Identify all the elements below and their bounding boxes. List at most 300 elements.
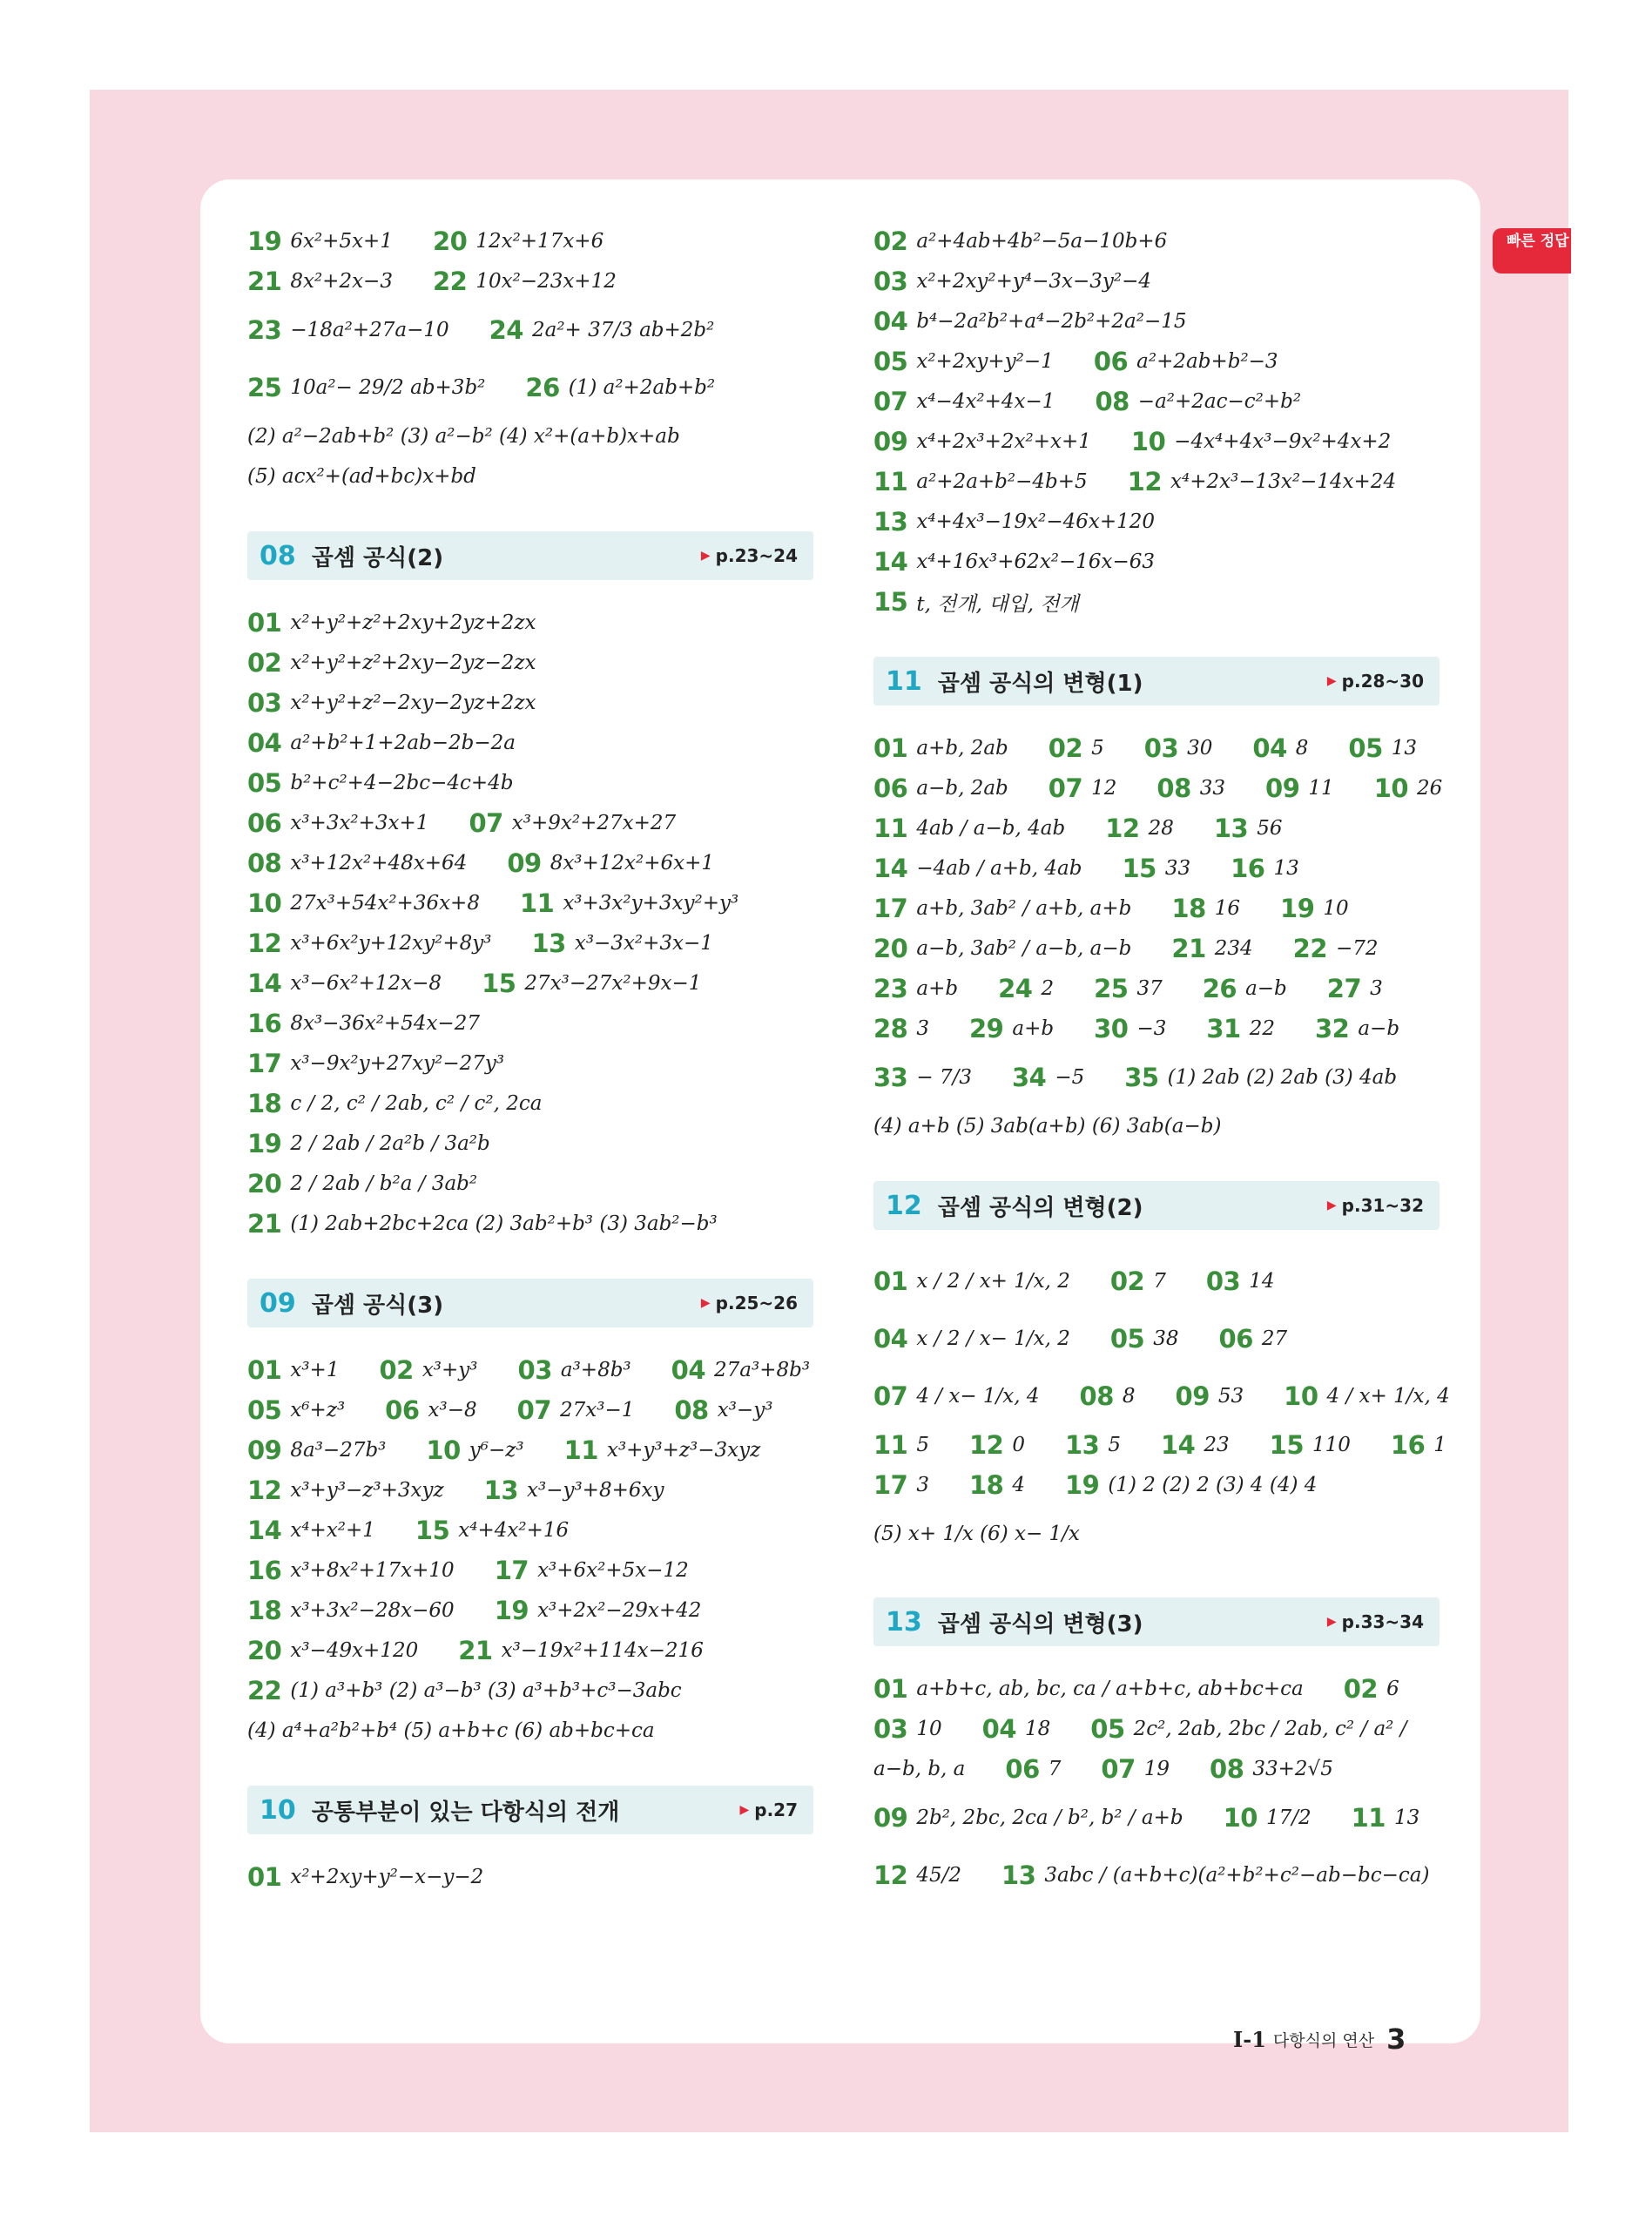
right-intro (873, 221, 1440, 622)
problem-number: 03 (873, 1714, 908, 1744)
answer-item (247, 1129, 490, 1158)
answer-text: 4ab / a−b, 4ab (916, 817, 1066, 840)
answer-item (247, 808, 428, 838)
answer-item (1124, 1063, 1397, 1092)
problem-number: 09 (873, 427, 908, 456)
answer-text: −5 (1055, 1066, 1085, 1089)
answer-line (873, 502, 1440, 542)
problem-number: 01 (873, 1674, 908, 1704)
answer-line (247, 416, 813, 456)
answer-text: 2 (1041, 977, 1055, 1000)
answer-item (1065, 1430, 1121, 1460)
answer-item (873, 467, 1088, 496)
answer-text: 27 (1261, 1327, 1288, 1350)
answer-text: b⁴−2a²b²+a⁴−2b²+2a²−15 (916, 310, 1187, 333)
answer-text: 33 (1199, 777, 1226, 800)
answer-item (1161, 1430, 1230, 1460)
answer-item (458, 1636, 704, 1665)
triangle-icon: ▶ (1326, 1615, 1337, 1629)
section-08-answers (247, 603, 813, 1244)
answer-text: 4 / x− 1/x, 4 (916, 1385, 1040, 1408)
problem-number: 14 (873, 547, 908, 577)
answer-item (1080, 1381, 1136, 1411)
answer-text: x / 2 / x+ 1/x, 2 (916, 1270, 1070, 1293)
answer-item (531, 929, 712, 958)
problem-number: 30 (1094, 1014, 1129, 1043)
answer-text: x²+2xy²+y⁴−3x−3y²−4 (916, 270, 1152, 293)
problem-number: 12 (1105, 814, 1140, 843)
problem-number: 06 (247, 808, 282, 838)
problem-number: 34 (1011, 1063, 1047, 1092)
answer-text: x³−y³+8+6xy (527, 1479, 664, 1502)
problem-number: 07 (873, 1381, 908, 1411)
answer-text: 2 / 2ab / 2a²b / 3a²b (290, 1132, 490, 1155)
answer-line (873, 929, 1440, 969)
answer-text: 17/2 (1265, 1806, 1311, 1829)
problem-number: 08 (1079, 1381, 1114, 1411)
answer-item (873, 547, 1155, 577)
problem-number: 32 (1314, 1014, 1350, 1043)
answer-line (247, 1003, 813, 1043)
problem-number: 19 (247, 226, 282, 256)
answer-item (247, 226, 393, 256)
answer-line (247, 1390, 813, 1430)
answer-line (247, 359, 813, 416)
answer-text: 2c², 2ab, 2bc / 2ab, c² / a² / (1133, 1718, 1407, 1740)
answer-line (247, 883, 813, 923)
answer-item (247, 1395, 345, 1425)
answer-item (247, 1435, 386, 1465)
problem-number: 05 (1090, 1714, 1125, 1744)
problem-number: 22 (247, 1676, 282, 1705)
answer-line (247, 963, 813, 1003)
answer-line (873, 848, 1440, 888)
problem-number: 18 (969, 1470, 1004, 1500)
answer-line (873, 1253, 1440, 1310)
problem-number: 22 (1292, 934, 1328, 963)
answer-item (1101, 1754, 1170, 1784)
answer-line (873, 422, 1440, 462)
answer-text: x / 2 / x− 1/x, 2 (916, 1327, 1070, 1350)
problem-number: 02 (1109, 1266, 1145, 1296)
problem-number: 07 (1048, 773, 1083, 803)
problem-number: 10 (247, 888, 282, 918)
answer-line (873, 1789, 1440, 1847)
answer-item (247, 1089, 542, 1118)
answer-item (873, 1381, 1040, 1411)
section-10-answers (247, 1857, 813, 1897)
problem-number: 06 (1005, 1754, 1040, 1784)
problem-number: 01 (247, 1862, 282, 1892)
problem-number: 12 (873, 1860, 908, 1890)
section-09-answers (247, 1350, 813, 1751)
problem-number: 20 (873, 934, 908, 963)
answer-item (969, 1470, 1025, 1500)
answer-line (873, 221, 1440, 261)
section-13-answers (873, 1669, 1440, 1904)
problem-number: 04 (671, 1355, 706, 1385)
answer-text: x³+2x²−29x+42 (537, 1599, 702, 1622)
answer-item (433, 267, 617, 296)
answer-text: 27x³−1 (560, 1399, 635, 1422)
answer-item (873, 1324, 1070, 1354)
problem-number: 01 (873, 1266, 908, 1296)
answer-item (1049, 733, 1104, 763)
answer-item (1110, 1266, 1166, 1296)
answer-line (873, 1669, 1440, 1709)
answer-item (969, 1430, 1025, 1460)
problem-number: 26 (1202, 974, 1237, 1003)
answer-item (247, 373, 485, 402)
answer-text: 8a³−27b³ (290, 1439, 387, 1462)
problem-number: 06 (385, 1395, 420, 1425)
section-12-answers (873, 1253, 1450, 1563)
answer-line (247, 1590, 813, 1631)
answer-item (1094, 1014, 1166, 1043)
answer-text: 8x³+12x²+6x+1 (550, 852, 715, 875)
problem-number: 10 (1284, 1381, 1318, 1411)
answer-item (873, 1860, 961, 1890)
problem-number: 01 (247, 608, 282, 638)
problem-number: 16 (247, 1556, 282, 1585)
answer-text: 28 (1148, 817, 1174, 840)
answer-line (247, 603, 813, 643)
answer-text: 10 (1323, 897, 1349, 920)
answer-line (873, 808, 1440, 848)
answer-text: x³−3x²+3x−1 (574, 932, 713, 955)
section-header-09 (247, 1279, 813, 1327)
answer-item (247, 1209, 718, 1239)
page-number: 3 (1386, 2023, 1406, 2056)
answer-line (247, 1711, 813, 1751)
answer-item (671, 1355, 810, 1385)
answer-text: 14 (1249, 1270, 1275, 1293)
answer-text: 33+2√5 (1252, 1758, 1333, 1780)
answer-line (247, 1671, 813, 1711)
answer-text: 5 (916, 1434, 929, 1456)
answer-text: 45/2 (916, 1864, 962, 1887)
problem-number: 03 (873, 267, 908, 296)
answer-item (495, 1596, 702, 1625)
answer-text: a−b (1358, 1017, 1400, 1040)
problem-number: 24 (489, 315, 523, 345)
right-column (873, 221, 1450, 1904)
answer-item (1156, 773, 1225, 803)
answer-item (873, 1758, 965, 1780)
answer-text: x³+1 (290, 1359, 340, 1381)
problem-number: 11 (519, 888, 555, 918)
answer-line (247, 1204, 813, 1244)
answer-line (873, 1106, 1440, 1146)
answer-item (873, 974, 958, 1003)
problem-number: 11 (873, 467, 908, 496)
problem-number: 16 (247, 1009, 282, 1038)
problem-number: 04 (873, 1324, 908, 1354)
answer-line (873, 1465, 1440, 1505)
problem-number: 03 (1143, 733, 1179, 763)
answer-item (1144, 733, 1213, 763)
answer-item (1176, 1381, 1244, 1411)
answer-text: 0 (1012, 1434, 1025, 1456)
answer-item (247, 1169, 477, 1199)
answer-item (873, 427, 1091, 456)
answer-text: 12 (1091, 777, 1117, 800)
answer-item (1224, 1803, 1311, 1833)
answer-text: 37 (1136, 977, 1163, 1000)
answer-item (873, 387, 1055, 416)
answer-item (1131, 427, 1391, 456)
answer-item (520, 888, 738, 918)
answer-line (247, 803, 813, 843)
section-title: 곱셈 공식(2) (311, 544, 444, 571)
problem-number: 20 (432, 226, 468, 256)
answer-line (873, 969, 1440, 1009)
answer-text: x³+6x²+5x−12 (537, 1559, 689, 1582)
section-number: 09 (260, 1287, 296, 1319)
section-title: 공통부분이 있는 다항식의 전개 (311, 1799, 620, 1826)
answer-text: 2a²+ 37/3 ab+2b² (531, 319, 715, 341)
answer-text: −a²+2ac−c²+b² (1137, 390, 1302, 413)
answer-item (1090, 1714, 1406, 1744)
answer-item (1128, 467, 1396, 496)
answer-text: 38 (1153, 1327, 1179, 1350)
answer-text: 4 / x+ 1/x, 4 (1326, 1385, 1450, 1408)
answer-item (426, 1435, 523, 1465)
answer-text: 6x²+5x+1 (290, 230, 393, 253)
answer-line (247, 301, 813, 359)
answer-item (247, 465, 476, 488)
answer-line (247, 923, 813, 963)
problem-number: 08 (1210, 1754, 1244, 1784)
problem-number: 06 (1218, 1324, 1253, 1354)
answer-item (385, 1395, 476, 1425)
answer-item (873, 1115, 1221, 1138)
quick-answer-tab[interactable]: 빠른 정답 (1493, 228, 1571, 273)
problem-number: 09 (1265, 773, 1300, 803)
answer-line (247, 1430, 813, 1470)
section-page-ref[interactable]: p.28~30 (1341, 671, 1424, 692)
triangle-icon: ▶ (1326, 1199, 1337, 1212)
answer-item (873, 773, 1008, 803)
triangle-icon: ▶ (1326, 674, 1337, 688)
answer-text: x³+6x²y+12xy²+8y³ (290, 932, 492, 955)
answer-item (1203, 974, 1287, 1003)
problem-number: 02 (873, 226, 908, 256)
problem-number: 05 (1109, 1324, 1145, 1354)
problem-number: 33 (873, 1063, 908, 1092)
answer-text: 26 (1417, 777, 1443, 800)
answer-item (1374, 773, 1443, 803)
answer-item (433, 226, 603, 256)
answer-item (873, 894, 1131, 923)
answer-item (247, 848, 467, 878)
answer-line (247, 723, 813, 763)
answer-item (873, 1266, 1070, 1296)
problem-number: 20 (247, 1169, 282, 1199)
answer-line (873, 462, 1440, 502)
answer-text: (4) a⁴+a²b²+b⁴ (5) a+b+c (6) ab+bc+ca (247, 1719, 655, 1742)
answer-text: x⁴+4x³−19x²−46x+120 (916, 510, 1156, 533)
problem-number: 11 (1351, 1803, 1386, 1833)
section-number: 12 (886, 1190, 922, 1221)
problem-number: 23 (247, 315, 282, 345)
section-page-ref[interactable]: p.33~34 (1341, 1611, 1424, 1632)
answer-item (1252, 733, 1308, 763)
answer-line (247, 1857, 813, 1897)
answer-item (1095, 387, 1301, 416)
problem-number: 04 (247, 728, 282, 758)
answer-item (247, 1009, 480, 1038)
problem-number: 06 (1093, 347, 1129, 376)
answer-text: −4ab / a+b, 4ab (916, 857, 1082, 880)
answer-text: 27x³+54x²+36x+8 (290, 892, 480, 915)
answer-text: (1) a³+b³ (2) a³−b³ (3) a³+b³+c³−3abc (290, 1679, 682, 1702)
answer-text: a+b, 3ab² / a+b, a+b (916, 897, 1132, 920)
answer-text: 8x²+2x−3 (290, 270, 393, 293)
problem-number: 01 (873, 733, 908, 763)
problem-number: 02 (247, 648, 282, 678)
answer-text: x⁴−4x²+4x−1 (916, 390, 1055, 413)
answer-text: t, 전개, 대입, 전개 (916, 592, 1079, 616)
answer-line (247, 261, 813, 301)
answer-text: x³+3x²y+3xy²+y³ (563, 892, 739, 915)
answer-item (998, 974, 1054, 1003)
answer-text: − 7/3 (916, 1066, 972, 1089)
answer-item (873, 226, 1167, 256)
answer-line (873, 1310, 1440, 1367)
answer-item (489, 315, 715, 345)
problem-number: 26 (525, 373, 560, 402)
answer-item (247, 1516, 375, 1545)
answer-item (1265, 773, 1334, 803)
problem-number: 03 (247, 688, 282, 718)
answer-text: (5) acx²+(ad+bc)x+bd (247, 465, 476, 488)
answer-line (873, 582, 1440, 622)
answer-item (247, 315, 449, 345)
page-footer (1233, 2023, 1406, 2056)
answer-item (969, 1014, 1054, 1043)
answer-line (247, 1043, 813, 1084)
answer-item (247, 1596, 455, 1625)
problem-number: 08 (674, 1395, 709, 1425)
answer-item (873, 1430, 929, 1460)
problem-number: 02 (1343, 1674, 1379, 1704)
section-header-10 (247, 1786, 813, 1834)
answer-line (873, 888, 1440, 929)
section-page-ref[interactable]: p.27 (754, 1800, 798, 1820)
answer-item (247, 1862, 483, 1892)
answer-item (674, 1395, 772, 1425)
answer-text: a−b, 3ab² / a−b, a−b (916, 937, 1132, 960)
answer-text: 2 / 2ab / b²a / 3ab² (290, 1172, 478, 1195)
answer-item (873, 347, 1054, 376)
problem-number: 10 (426, 1435, 461, 1465)
footer-unit: Ⅰ-1 (1233, 2026, 1266, 2052)
answer-text: x³+12x²+48x+64 (290, 852, 468, 875)
answer-line (247, 843, 813, 883)
answer-text: 8 (1122, 1385, 1136, 1408)
answer-item (507, 848, 714, 878)
answer-line (247, 221, 813, 261)
problem-number: 23 (873, 974, 908, 1003)
problem-number: 25 (247, 373, 282, 402)
answer-text: 8 (1295, 737, 1309, 760)
problem-number: 07 (1101, 1754, 1136, 1784)
problem-number: 15 (482, 969, 516, 998)
section-page-ref[interactable]: p.25~26 (715, 1293, 798, 1313)
answer-text: x⁴+16x³+62x²−16x−63 (916, 550, 1156, 573)
answer-text: y⁶−z³ (469, 1439, 524, 1462)
answer-text: a+b+c, ab, bc, ca / a+b+c, ab+bc+ca (916, 1678, 1304, 1700)
answer-item (415, 1516, 569, 1545)
answer-item (1348, 733, 1417, 763)
answer-text: −72 (1336, 937, 1379, 960)
answer-text: x³+8x²+17x+10 (290, 1559, 455, 1582)
problem-number: 01 (247, 1355, 282, 1385)
problem-number: 05 (1348, 733, 1383, 763)
answer-line (873, 542, 1440, 582)
answer-text: x³+y³ (421, 1359, 478, 1381)
problem-number: 35 (1124, 1063, 1159, 1092)
answer-item (247, 888, 480, 918)
answer-text: 16 (1214, 897, 1241, 920)
triangle-icon: ▶ (739, 1803, 750, 1817)
problem-number: 28 (873, 1014, 908, 1043)
answer-text: 3 (916, 1017, 929, 1040)
answer-item (1110, 1324, 1179, 1354)
answer-item (1284, 1381, 1450, 1411)
answer-text: x³−6x²+12x−8 (290, 972, 442, 995)
problem-number: 06 (873, 773, 908, 803)
answer-text: (2) a²−2ab+b² (3) a²−b² (4) x²+(a+b)x+ab (247, 425, 680, 448)
answer-item (247, 969, 442, 998)
problem-number: 05 (247, 768, 282, 798)
problem-number: 15 (873, 587, 908, 617)
answer-item (873, 587, 1079, 617)
section-page-ref[interactable]: p.31~32 (1341, 1195, 1424, 1216)
answer-item (1315, 1014, 1399, 1043)
answer-text: 23 (1204, 1434, 1230, 1456)
problem-number: 03 (1205, 1266, 1241, 1296)
answer-text: x³+y³+z³−3xyz (606, 1439, 761, 1462)
section-header-08 (247, 531, 813, 580)
problem-number: 14 (873, 854, 908, 883)
problem-number: 09 (247, 1435, 282, 1465)
answer-text: x⁴+2x³+2x²+x+1 (916, 430, 1091, 453)
answer-item (247, 688, 536, 718)
section-header-13 (873, 1597, 1440, 1646)
answer-item (1280, 894, 1349, 923)
answer-text: 234 (1214, 937, 1253, 960)
answer-text: 18 (1025, 1718, 1051, 1740)
answer-text: x³−9x²y+27xy²−27y³ (290, 1052, 505, 1075)
answer-text: 10x²−23x+12 (475, 270, 617, 293)
answer-text: −3 (1136, 1017, 1167, 1040)
answer-item (1344, 1674, 1399, 1704)
answer-text: x³+9x²+27x+27 (511, 812, 677, 834)
answer-text: 3 (916, 1474, 929, 1496)
answer-item (525, 373, 715, 402)
answer-item (247, 648, 536, 678)
answer-line (247, 1164, 813, 1204)
problem-number: 22 (432, 267, 468, 296)
answer-item (873, 1523, 1080, 1545)
answer-item (1231, 854, 1299, 883)
answer-text: a+b (1012, 1017, 1055, 1040)
answer-text: 13 (1391, 737, 1418, 760)
section-page-ref[interactable]: p.23~24 (715, 545, 798, 566)
answer-line (873, 261, 1440, 301)
